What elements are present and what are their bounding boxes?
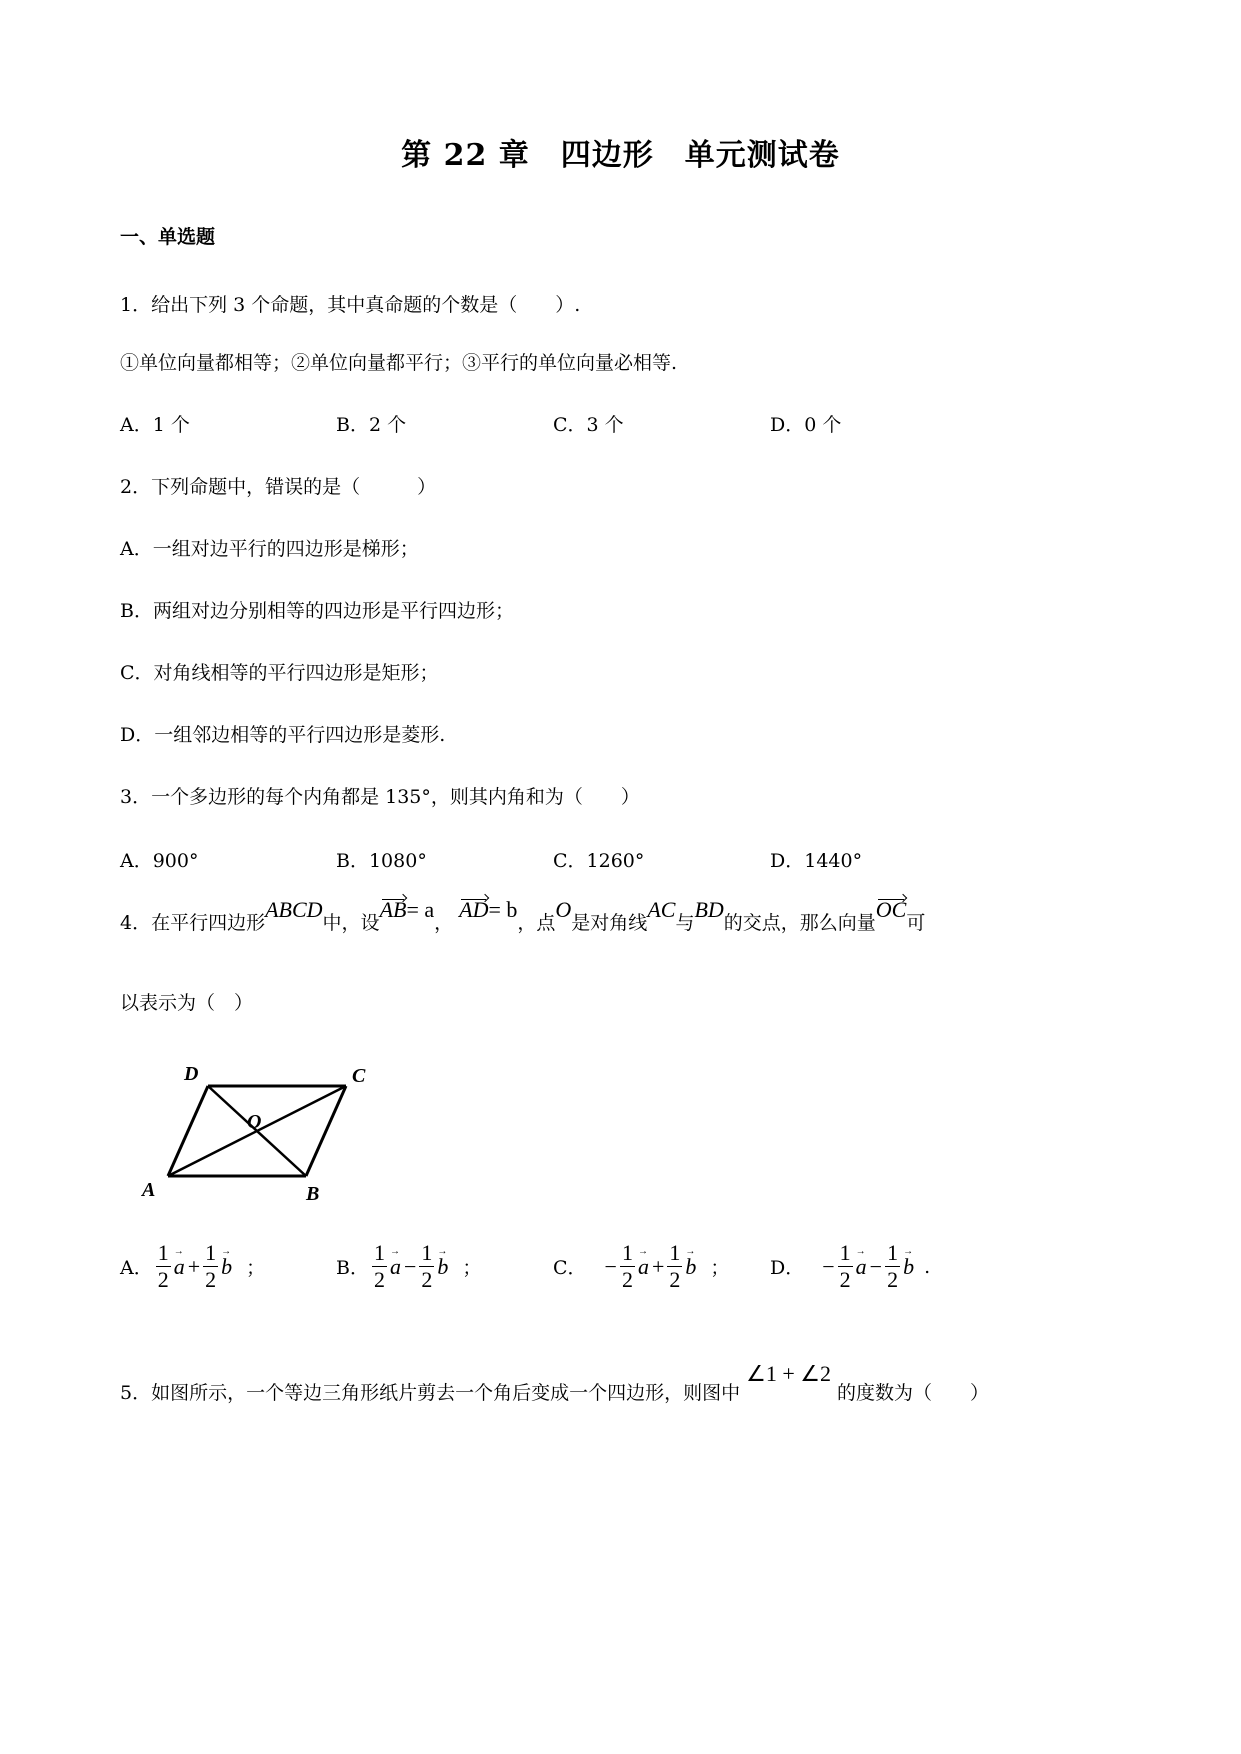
- numerator: 1: [373, 1240, 385, 1265]
- edge-cb-right: [306, 1086, 346, 1176]
- vector-a: a →: [174, 1254, 185, 1280]
- sign: +: [651, 1253, 665, 1279]
- q4-point-o: O: [555, 897, 572, 922]
- q1-statements: ①单位向量都相等；②单位向量都平行；③平行的单位向量必相等.: [120, 352, 678, 374]
- fraction: [156, 1240, 171, 1293]
- edge-da-left: [168, 1086, 208, 1176]
- q2-option-a: A．一组对边平行的四边形是梯形；: [120, 538, 419, 560]
- q4-vec-ab-eq: [380, 897, 435, 923]
- q3-option-d: D．1440°: [770, 850, 863, 872]
- fraction: [203, 1240, 218, 1293]
- q4-option-c-tail: ；: [710, 1257, 730, 1279]
- q1-option-c: C．3 个: [553, 414, 624, 436]
- q4-option-d-letter: D．: [770, 1257, 805, 1279]
- fraction: [885, 1240, 900, 1293]
- q5-stem: [120, 1361, 989, 1405]
- q2-stem: 2．下列命题中，错误的是（ ）: [120, 476, 437, 498]
- fraction: [667, 1240, 682, 1293]
- label-a: A: [142, 1179, 156, 1201]
- q4-line2: 以表示为（ ）: [120, 992, 254, 1014]
- denominator: 2: [157, 1267, 169, 1292]
- q4-mid3: 是对角线: [571, 912, 648, 934]
- fraction: [838, 1240, 853, 1293]
- q4-eq-a: = a: [406, 897, 435, 922]
- q1-option-b: B．2 个: [336, 414, 407, 436]
- label-o: O: [247, 1111, 262, 1133]
- q4-abcd: ABCD: [265, 897, 323, 922]
- q4-bd: BD: [694, 897, 724, 922]
- q4-option-a-tail: ；: [246, 1257, 266, 1279]
- q4-mid1: 中，设: [322, 912, 380, 934]
- q4-option-b: [336, 1240, 481, 1293]
- sign: −: [822, 1253, 835, 1279]
- numerator: 1: [421, 1240, 433, 1265]
- q4-option-b-tail: ；: [462, 1257, 482, 1279]
- q5-angle-expr: ∠1 + ∠2: [746, 1361, 831, 1386]
- numerator: 1: [839, 1240, 851, 1265]
- numerator: 1: [157, 1240, 169, 1265]
- denominator: 2: [621, 1267, 633, 1292]
- q1-option-d: D．0 个: [770, 414, 842, 436]
- q4-mid4: 的交点，那么向量: [723, 912, 876, 934]
- q4-option-b-expr: [369, 1240, 448, 1293]
- numerator: 1: [205, 1240, 217, 1265]
- q4-option-d-tail: .: [924, 1255, 931, 1278]
- q2-option-b: B．两组对边分别相等的四边形是平行四边形；: [120, 600, 514, 622]
- q3-option-a: A．900°: [120, 850, 199, 872]
- q4-stem: [120, 897, 926, 935]
- denominator: 2: [887, 1267, 899, 1292]
- q2-option-c: C．对角线相等的平行四边形是矩形；: [120, 662, 439, 684]
- q4-option-d: [770, 1240, 930, 1293]
- sign: −: [604, 1253, 617, 1279]
- vector-oc: OC: [875, 897, 907, 922]
- q5-stem-text: 5．如图所示，一个等边三角形纸片剪去一个角后变成一个四边形，则图中: [120, 1382, 741, 1404]
- q4-vec-ad-eq: [459, 897, 517, 923]
- q4-ke: 可: [906, 912, 926, 934]
- page-title: 第 22 章 四边形 单元测试卷: [401, 138, 840, 173]
- q4-mid2: ，点: [517, 912, 556, 934]
- numerator: 1: [887, 1240, 899, 1265]
- fraction: [620, 1240, 635, 1293]
- vector-ab: AB: [379, 897, 407, 922]
- numerator: 1: [669, 1240, 681, 1265]
- q4-option-a-letter: A．: [120, 1257, 153, 1279]
- label-b: B: [306, 1183, 320, 1205]
- denominator: 2: [669, 1267, 681, 1292]
- label-c: C: [352, 1065, 366, 1087]
- q4-option-c-expr: [605, 1240, 697, 1293]
- vector-b: b →: [685, 1254, 696, 1280]
- numerator: 1: [621, 1240, 633, 1265]
- vector-a: a →: [856, 1254, 867, 1280]
- parallelogram-figure: [140, 1058, 380, 1208]
- q4-option-a: [120, 1240, 265, 1293]
- q4-yu: 与: [675, 912, 695, 934]
- vector-ad: AD: [459, 897, 489, 922]
- q4-eq-b: = b: [488, 897, 518, 922]
- q4-ac: AC: [647, 897, 676, 922]
- label-d: D: [184, 1063, 199, 1085]
- q4-prefix: 4．在平行四边形: [120, 912, 266, 934]
- vector-b: b →: [221, 1254, 232, 1280]
- q3-stem: 3．一个多边形的每个内角都是 135°，则其内角和为（ ）: [120, 786, 640, 808]
- q5-tail: 的度数为（ ）: [836, 1382, 989, 1404]
- vector-a: a →: [638, 1254, 649, 1280]
- vector-a: a →: [390, 1254, 401, 1280]
- denominator: 2: [839, 1267, 851, 1292]
- q4-option-b-letter: B．: [336, 1257, 369, 1279]
- section-heading: 一、单选题: [120, 226, 216, 248]
- denominator: 2: [205, 1267, 217, 1292]
- q4-comma: ，: [434, 912, 454, 934]
- fraction: [372, 1240, 387, 1293]
- q1-stem: 1．给出下列 3 个命题，其中真命题的个数是（ ）.: [120, 294, 581, 316]
- sign: −: [869, 1253, 883, 1279]
- q4-option-d-expr: [822, 1240, 914, 1293]
- q2-option-d: D．一组邻边相等的平行四边形是菱形.: [120, 724, 446, 746]
- sign: +: [187, 1253, 201, 1279]
- fraction: [419, 1240, 434, 1293]
- q1-option-a: A．1 个: [120, 414, 190, 436]
- q3-option-c: C．1260°: [553, 850, 645, 872]
- q4-option-c-letter: C．: [553, 1257, 587, 1279]
- sign: −: [403, 1253, 417, 1279]
- vector-b: b →: [903, 1254, 914, 1280]
- q4-option-c: [553, 1240, 729, 1293]
- q3-option-b: B．1080°: [336, 850, 427, 872]
- denominator: 2: [373, 1267, 385, 1292]
- denominator: 2: [421, 1267, 433, 1292]
- q4-option-a-expr: [153, 1240, 232, 1293]
- vector-b: b →: [437, 1254, 448, 1280]
